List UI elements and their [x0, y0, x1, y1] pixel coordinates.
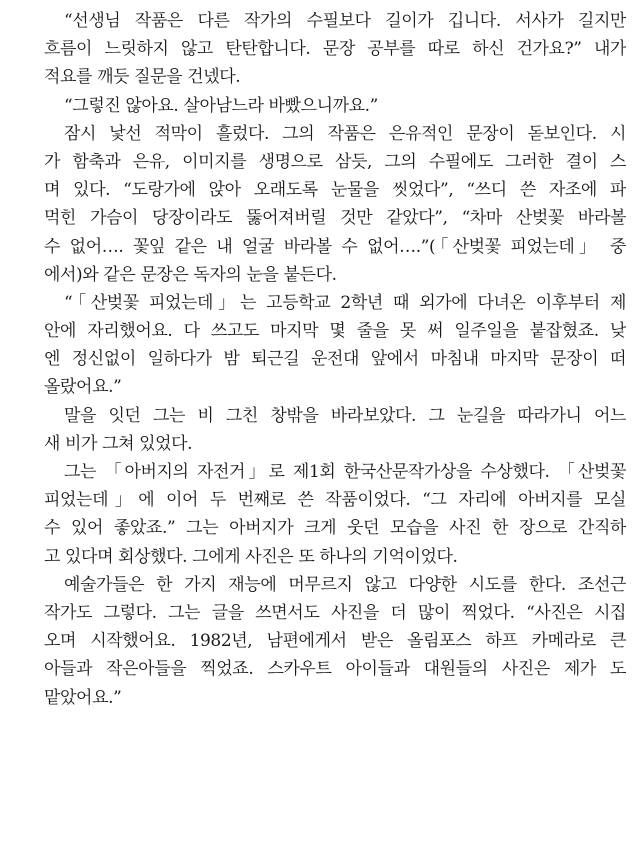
- text-line: 예술가들은 한 가지 재능에 머무르지 않고 다양한 시도를 한다. 조선근: [64, 574, 626, 595]
- text-line: 수 있어 좋았죠.” 그는 아버지가 크게 웃던 모습을 사진 한 장으로 간직하: [44, 518, 626, 539]
- text-line: 적요를 깨듯 질문을 건넸다.: [44, 67, 241, 88]
- text-line: “그렇진 않아요. 살아남느라 바빴으니까요.”: [64, 95, 378, 116]
- text-line: 말을 잇던 그는 비 그친 창밖을 바라보았다. 그 눈길을 따라가니 어느: [64, 405, 626, 426]
- text-line: 엔 정신없이 일하다가 밤 퇴근길 운전대 앞에서 마침내 마지막 문장이 떠: [44, 349, 626, 370]
- text-line: 먹힌 가슴이 당장이라도 뚫어져버릴 것만 같았다”, “차마 산벚꽃 바라볼: [44, 208, 626, 229]
- text-line: 고 있다며 회상했다. 그에게 사진은 또 하나의 기억이었다.: [44, 546, 458, 567]
- text-line: 그는 「아버지의 자전거」로 제1회 한국산문작가상을 수상했다. 「산벚꽃: [64, 462, 626, 482]
- text-line: 아들과 작은아들을 찍었죠. 스카우트 아이들과 대원들의 사진은 제가 도: [44, 659, 626, 680]
- text-line: 작가도 그렇다. 그는 글을 쓰면서도 사진을 더 많이 찍었다. “사진은 시집: [44, 602, 626, 623]
- text-line: 새 비가 그쳐 있었다.: [44, 433, 193, 454]
- text-line: 올랐어요.”: [44, 377, 122, 398]
- text-line: 안에 자리했어요. 다 쓰고도 마지막 몇 줄을 못 써 일주일을 붙잡혔죠. 낮: [44, 321, 626, 342]
- text-line: 오며 시작했어요. 1982년, 남편에게서 받은 올림포스 하프 카메라로 큰: [44, 631, 626, 652]
- text-line: 흐름이 느릿하지 않고 탄탄합니다. 문장 공부를 따로 하신 건가요?” 내가: [44, 39, 626, 60]
- text-line: 잠시 낯선 적막이 흘렀다. 그의 작품은 은유적인 문장이 돋보인다. 시: [64, 123, 626, 144]
- text-line: 수 없어…. 꽃잎 같은 내 얼굴 바라볼 수 없어….”(「산벚꽃 피었는데」 중: [44, 236, 626, 257]
- text-line: 맡았어요.”: [44, 687, 122, 708]
- body-text: [44, 7, 626, 712]
- text-line: 피었는데」에 이어 두 번째로 쓴 작품이었다. “그 자리에 아버지를 모실: [44, 490, 626, 511]
- text-line: 며 있다. “도랑가에 앉아 오래도록 눈물을 씻었다”, “쓰디 쓴 자조에 파: [44, 180, 626, 201]
- text-line: 가 함축과 은유, 이미지를 생명으로 삼듯, 그의 수필에도 그러한 결이 스: [44, 151, 626, 172]
- text-line: “선생님 작품은 다른 작가의 수필보다 길이가 깁니다. 서사가 길지만: [64, 11, 626, 31]
- text-line: 에서)와 같은 문장은 독자의 눈을 붙든다.: [44, 264, 337, 285]
- text-line: “「산벚꽃 피었는데」는 고등학교 2학년 때 외가에 다녀온 이후부터 제: [64, 292, 626, 313]
